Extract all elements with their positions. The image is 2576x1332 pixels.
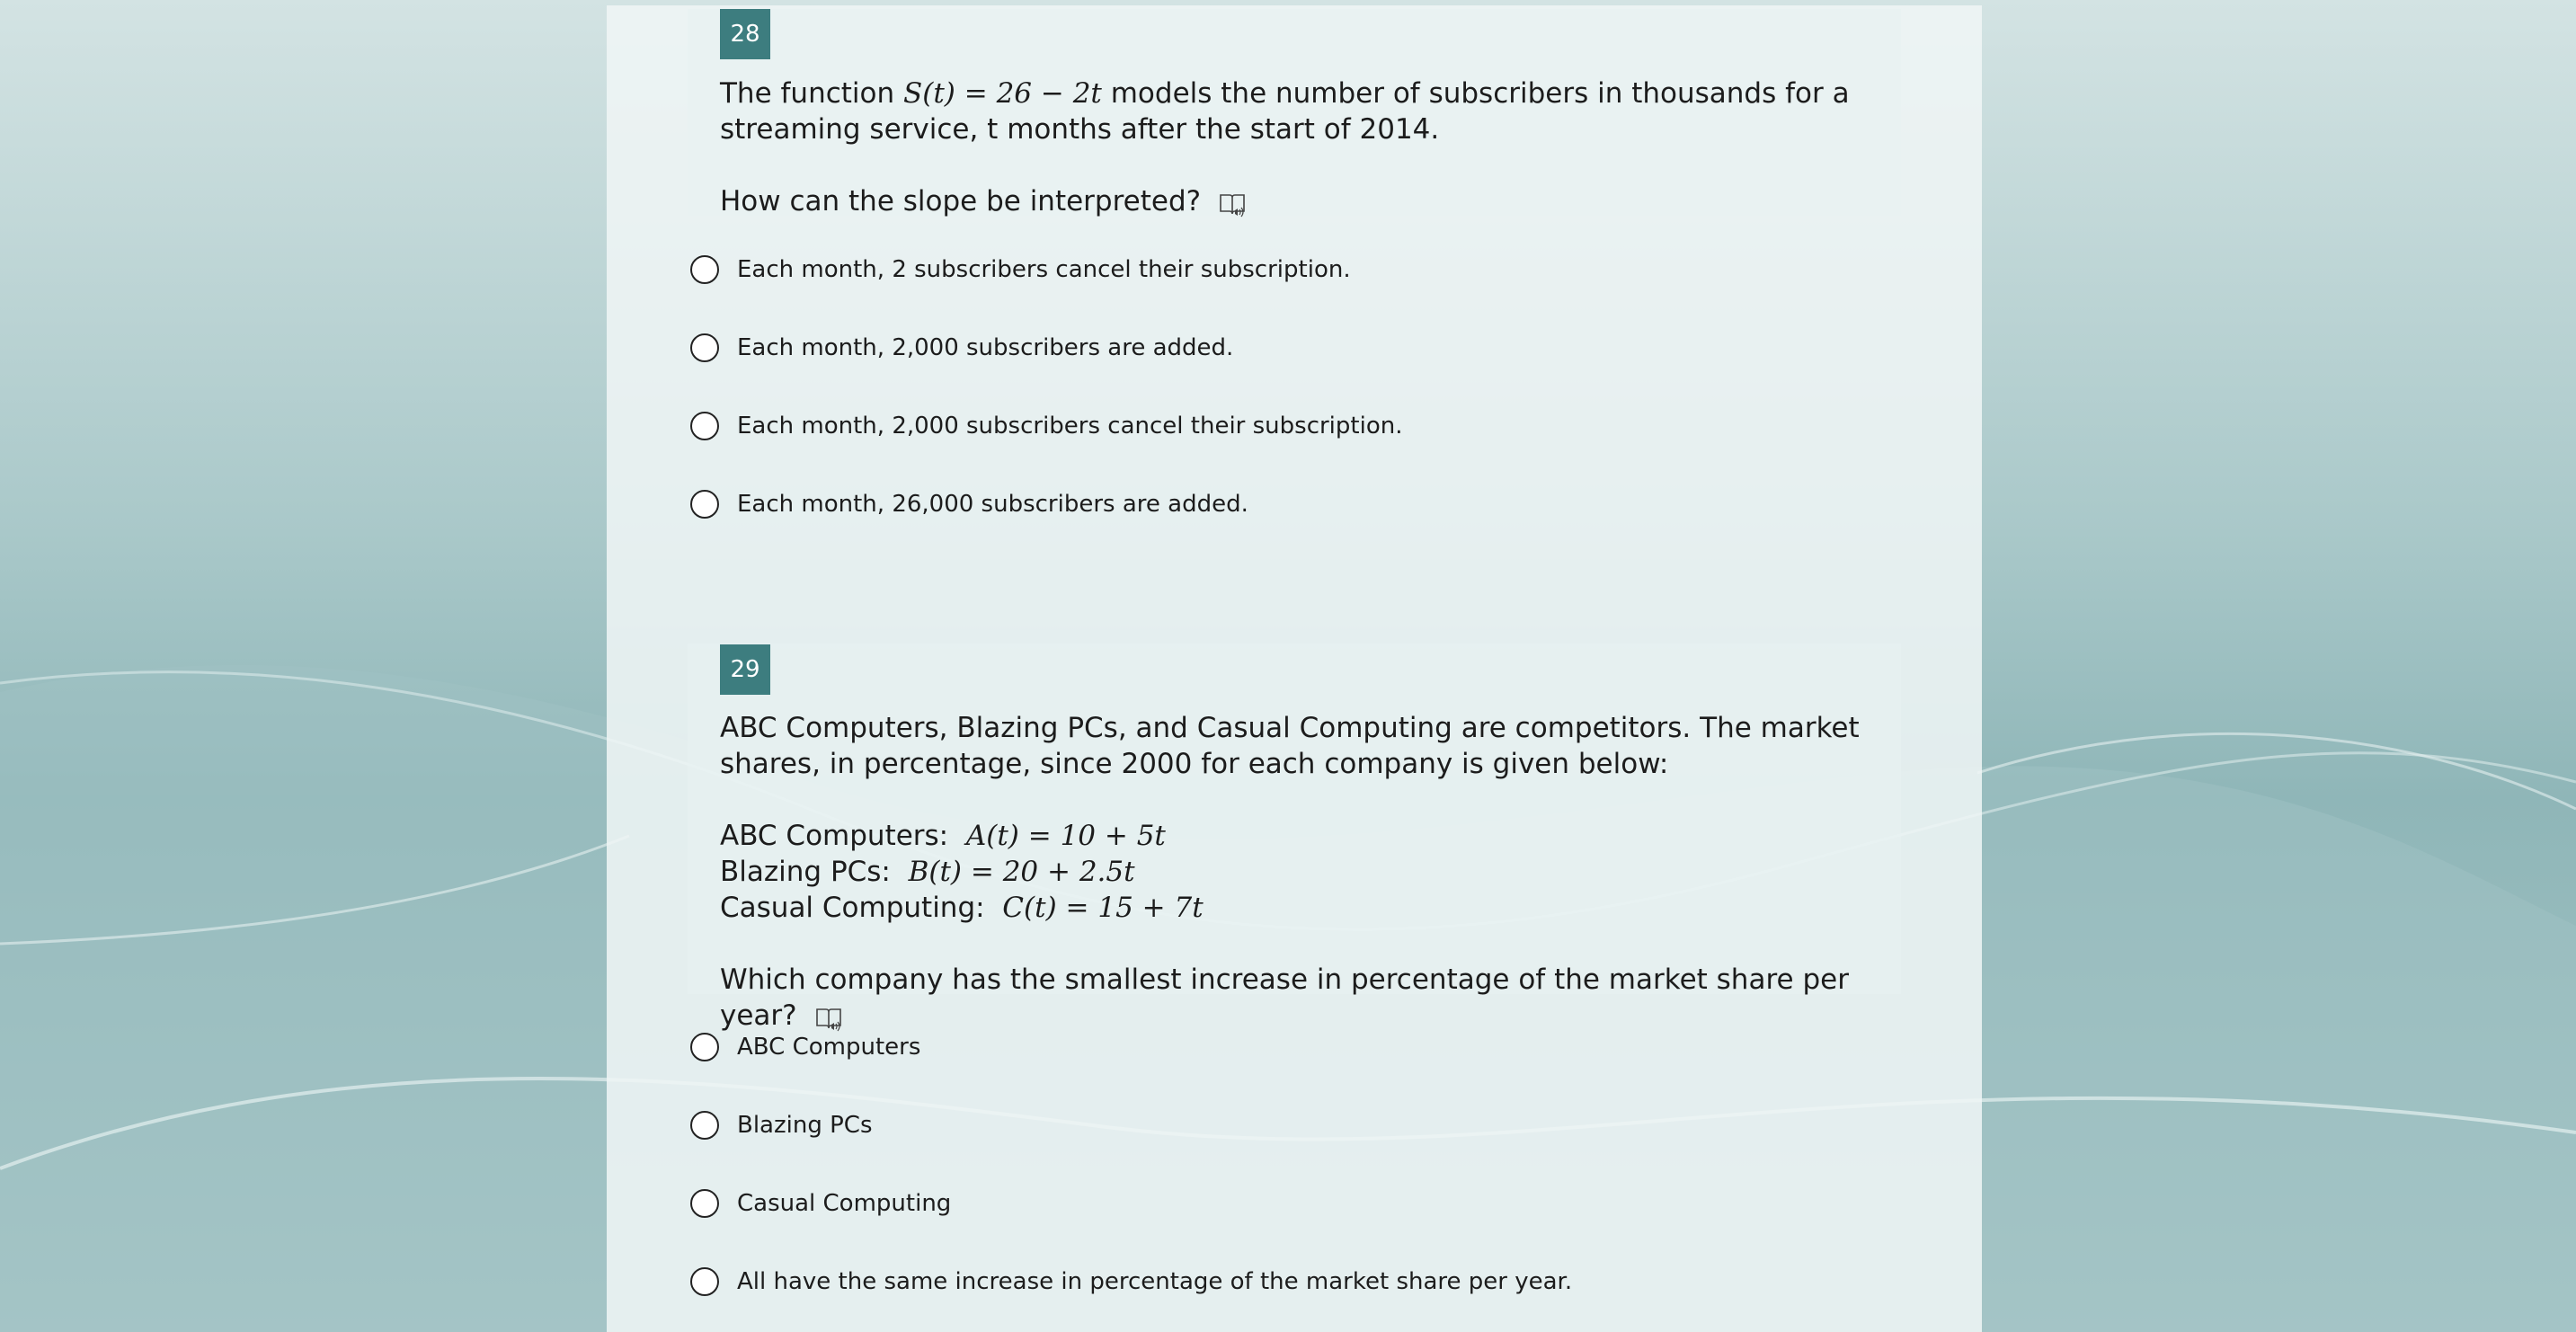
radio-button[interactable] bbox=[690, 255, 719, 284]
option-28-b[interactable] bbox=[690, 330, 1233, 366]
option-label: Casual Computing bbox=[737, 1190, 952, 1217]
question-29-prompt bbox=[720, 962, 1879, 1034]
option-label: All have the same increase in percentage of the market share per year. bbox=[737, 1268, 1573, 1295]
option-29-c[interactable] bbox=[690, 1185, 951, 1221]
text-to-speech-icon[interactable] bbox=[1219, 191, 1246, 216]
option-29-b[interactable] bbox=[690, 1107, 873, 1143]
function-equation: S(t) = 26 − 2t bbox=[903, 77, 1102, 110]
option-label: Each month, 2,000 subscribers cancel their subscription. bbox=[737, 413, 1403, 440]
radio-button[interactable] bbox=[690, 1033, 719, 1061]
question-number-badge: 28 bbox=[720, 9, 770, 59]
question-number-badge: 29 bbox=[720, 644, 770, 695]
option-29-d[interactable] bbox=[690, 1264, 1572, 1300]
prompt-text: How can the slope be interpreted? bbox=[720, 185, 1202, 218]
question-29-stem bbox=[720, 710, 1879, 1034]
prompt-text: Which company has the smallest increase in percentage of the market share per year? bbox=[720, 963, 1849, 1032]
model-equation: B(t) = 20 + 2.5t bbox=[908, 856, 1135, 888]
option-28-d[interactable] bbox=[690, 486, 1248, 522]
question-28-intro bbox=[720, 75, 1879, 147]
model-equation: A(t) = 10 + 5t bbox=[965, 820, 1166, 852]
radio-button[interactable] bbox=[690, 490, 719, 519]
option-28-a[interactable] bbox=[690, 252, 1351, 288]
radio-button[interactable] bbox=[690, 412, 719, 440]
model-label: Casual Computing: bbox=[720, 892, 985, 924]
option-label: Each month, 2 subscribers cancel their subscription. bbox=[737, 256, 1351, 283]
model-abc bbox=[720, 818, 1879, 854]
radio-button[interactable] bbox=[690, 1111, 719, 1140]
question-29-intro: ABC Computers, Blazing PCs, and Casual Computing are competitors. The market shares, in percentage, since 2000 for each company is given below: bbox=[720, 712, 1860, 780]
option-label: Blazing PCs bbox=[737, 1112, 873, 1139]
model-label: Blazing PCs: bbox=[720, 856, 891, 888]
model-casual bbox=[720, 890, 1879, 926]
radio-button[interactable] bbox=[690, 1267, 719, 1296]
model-equation: C(t) = 15 + 7t bbox=[1002, 892, 1204, 924]
question-28-prompt bbox=[720, 183, 1879, 219]
option-label: Each month, 2,000 subscribers are added. bbox=[737, 334, 1234, 361]
radio-button[interactable] bbox=[690, 333, 719, 362]
question-28-stem bbox=[720, 75, 1879, 219]
model-label: ABC Computers: bbox=[720, 820, 949, 852]
text-to-speech-icon[interactable] bbox=[815, 1005, 842, 1030]
option-label: ABC Computers bbox=[737, 1034, 921, 1061]
option-29-a[interactable] bbox=[690, 1029, 920, 1065]
option-label: Each month, 26,000 subscribers are added. bbox=[737, 491, 1248, 518]
intro-pre: The function bbox=[720, 77, 903, 110]
radio-button[interactable] bbox=[690, 1189, 719, 1218]
model-list bbox=[720, 818, 1879, 926]
option-28-c[interactable] bbox=[690, 408, 1402, 444]
model-blazing bbox=[720, 854, 1879, 890]
intro-post: models the number of subscribers in thousands for a streaming service, t months after the start of 2014. bbox=[720, 77, 1850, 146]
